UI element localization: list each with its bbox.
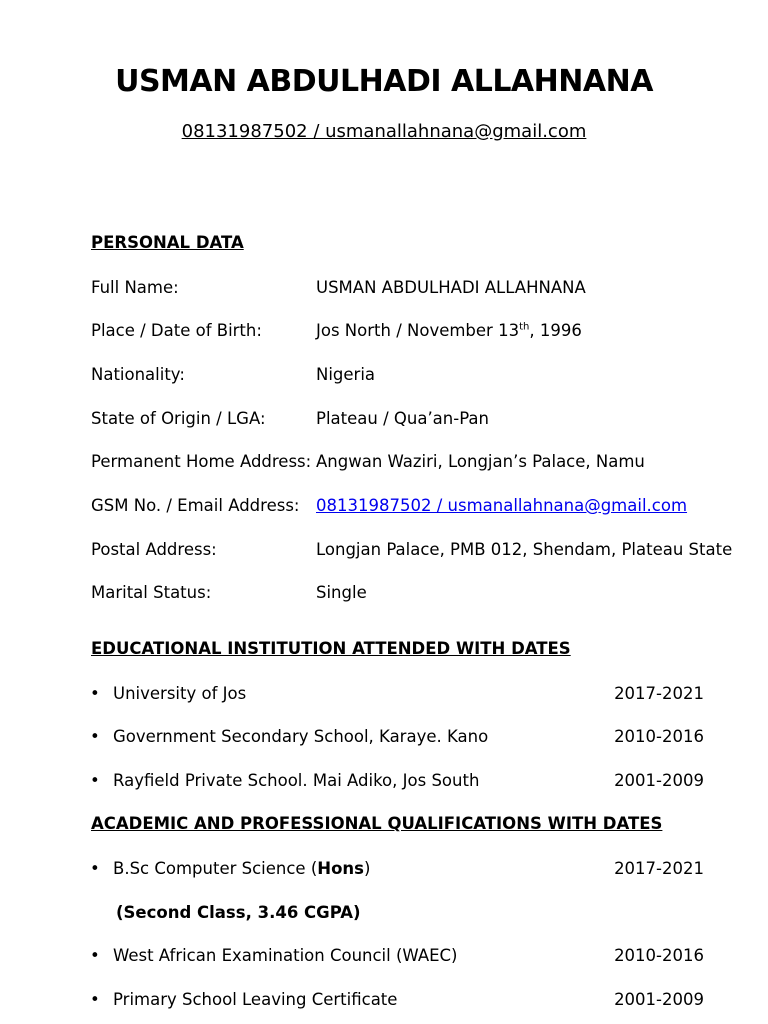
institution-name: Rayfield Private School. Mai Adiko, Jos South [113,771,480,790]
field-label: State of Origin / LGA: [91,409,266,428]
bullet-icon: • [90,771,100,790]
candidate-name: USMAN ABDULHADI ALLAHNANA [115,64,653,99]
bullet-icon: • [90,946,100,965]
date-range: 2001-2009 [614,990,704,1009]
qualifications-heading: ACADEMIC AND PROFESSIONAL QUALIFICATIONS WITH DATES [91,814,663,833]
field-label: GSM No. / Email Address: [91,496,300,515]
qualification-close-paren: ) [364,859,371,878]
field-label: Nationality: [91,365,185,384]
qualification-name: West African Examination Council (WAEC) [113,946,458,965]
degree-class-note: (Second Class, 3.46 CGPA) [116,903,361,922]
field-value [316,320,582,342]
bullet-icon: • [90,859,100,878]
date-range: 2017-2021 [614,859,704,878]
email-link[interactable]: 08131987502 / usmanallahnana@gmail.com [316,496,688,515]
bullet-icon: • [90,727,100,746]
qualification-degree: B.Sc Computer Science ( [113,859,318,878]
field-label: Postal Address: [91,540,217,559]
field-label: Permanent Home Address: [91,452,312,471]
field-label: Place / Date of Birth: [91,321,262,340]
qualification-honours: Hons [317,859,364,878]
institution-name: Government Secondary School, Karaye. Kano [113,727,489,746]
qualification-name: Primary School Leaving Certificate [113,990,398,1009]
field-label: Marital Status: [91,583,212,602]
field-value: Nigeria [316,365,376,384]
field-value: Plateau / Qua’an-Pan [316,409,489,428]
date-range: 2010-2016 [614,946,704,965]
personal-data-heading: PERSONAL DATA [91,233,244,252]
education-heading: EDUCATIONAL INSTITUTION ATTENDED WITH DATES [91,639,571,658]
field-label: Full Name: [91,278,179,297]
date-range: 2010-2016 [614,727,704,746]
field-value: Angwan Waziri, Longjan’s Palace, Namu [316,452,645,471]
date-range: 2017-2021 [614,684,704,703]
field-value: USMAN ABDULHADI ALLAHNANA [316,278,586,297]
birth-value-year: , 1996 [529,321,582,340]
birth-value-ordinal: th [519,321,530,333]
bullet-icon: • [90,990,100,1009]
date-range: 2001-2009 [614,771,704,790]
field-value: Longjan Palace, PMB 012, Shendam, Plateau State [316,540,733,559]
birth-value-main: Jos North / November 13 [316,321,520,340]
institution-name: University of Jos [113,684,247,703]
bullet-icon: • [90,684,100,703]
contact-line: 08131987502 / usmanallahnana@gmail.com [181,121,587,142]
qualification-name [113,858,370,880]
field-value: Single [316,583,367,602]
